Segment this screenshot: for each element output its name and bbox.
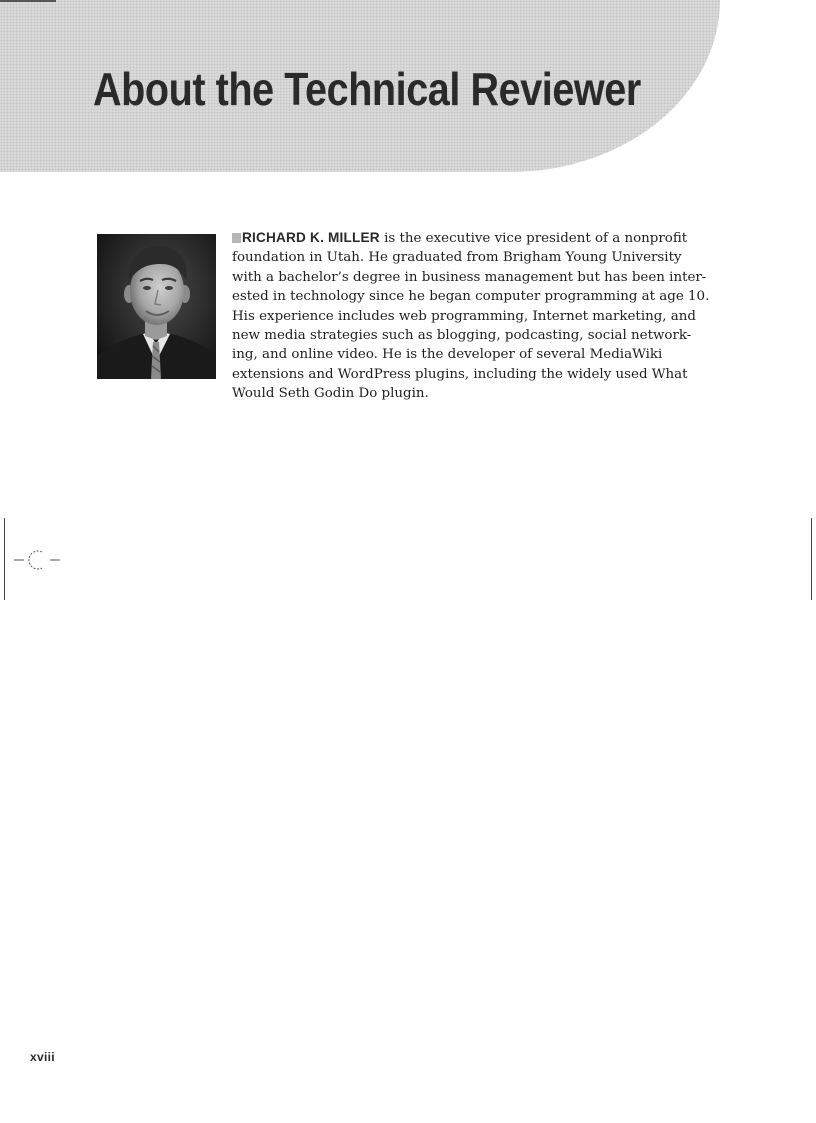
corner-rule bbox=[0, 0, 56, 2]
bio-line-2: foundation in Utah. He graduated from Brigham Young University bbox=[232, 250, 682, 266]
bio-line-4: ested in technology since he began computer programming at age 10. bbox=[232, 289, 710, 305]
bio-marker-square bbox=[232, 233, 241, 243]
trim-mark-right bbox=[811, 518, 812, 600]
chapter-title: About the Technical Reviewer bbox=[93, 63, 641, 115]
bio-line-8: extensions and WordPress plugins, including the widely used What bbox=[232, 366, 688, 382]
reviewer-portrait bbox=[97, 234, 216, 379]
portrait-image bbox=[97, 234, 216, 379]
registration-mark-icon bbox=[14, 548, 66, 572]
reviewer-name: RICHARD K. MILLER bbox=[242, 230, 380, 245]
reviewer-bio bbox=[232, 228, 722, 404]
bio-first-line bbox=[232, 228, 722, 248]
trim-mark-left bbox=[4, 518, 5, 600]
bio-line-6: new media strategies such as blogging, podcasting, social network- bbox=[232, 328, 692, 344]
bio-line-5: His experience includes web programming, Internet marketing, and bbox=[232, 308, 696, 324]
bio-line-1: is the executive vice president of a nonprofit bbox=[379, 231, 688, 246]
bio-line-9: Would Seth Godin Do plugin. bbox=[232, 386, 429, 402]
bio-line-7: ing, and online video. He is the developer of several MediaWiki bbox=[232, 347, 663, 363]
page-number: xviii bbox=[30, 1050, 55, 1064]
bio-line-3: with a bachelor’s degree in business management but has been inter- bbox=[232, 269, 707, 285]
